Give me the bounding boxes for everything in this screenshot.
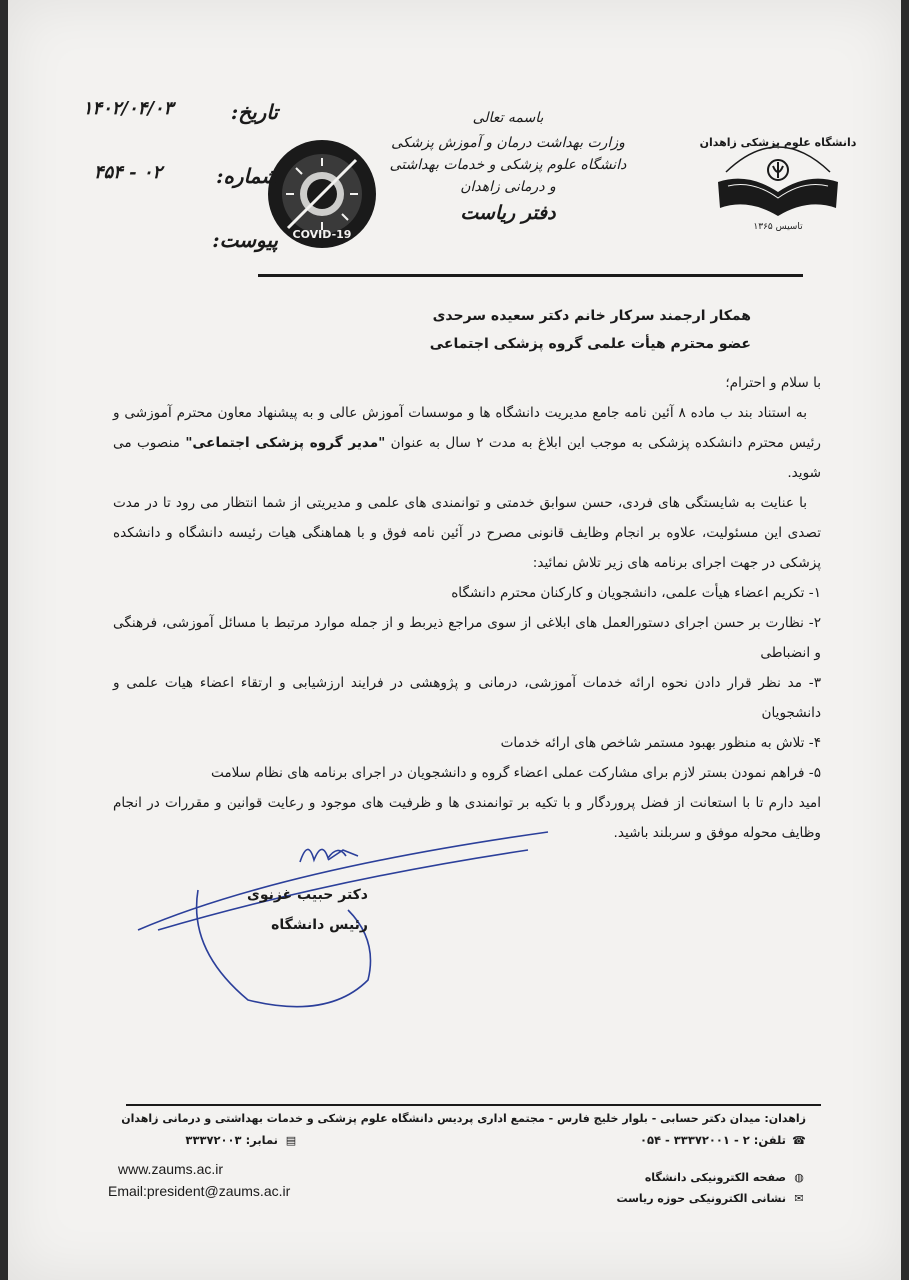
bismillah: باسمه تعالی (472, 110, 544, 126)
letterhead-mottos (388, 110, 628, 224)
svg-text:دانشگاه علوم پزشکی زاهدان: دانشگاه علوم پزشکی زاهدان (699, 136, 857, 149)
ministry-name: وزارت بهداشت درمان و آموزش پزشکی (391, 135, 625, 151)
footer-fax (98, 1133, 298, 1147)
recipient-block (101, 302, 751, 358)
globe-icon: ◍ (794, 1171, 804, 1184)
university-logo (699, 112, 857, 232)
mail-icon: ✉ (794, 1192, 804, 1205)
list-item: ۳- مد نظر قرار دادن نحوه ارائه خدمات آموزشی، درمانی و پژوهشی در فرایند ارزشیابی و ارتقاء اعضاء هیات علمی و دانشجویان (113, 675, 821, 721)
list-item: ۲- نظارت بر حسن اجرای دستورالعمل های ابلاغی از سوی مراجع ذیربط و از جمله موارد مرتبط با مسائل آموزشی، فرهنگی و انضباطی (113, 615, 821, 661)
list-item: ۴- تلاش به منظور بهبود مستمر شاخص های ارائه خدمات (500, 735, 821, 751)
paragraph-1 (113, 398, 821, 488)
website-link[interactable]: www.zaums.ac.ir (118, 1161, 224, 1177)
signer-block (238, 880, 368, 940)
recipient-line-1: همکار ارجمند سرکار خانم دکتر سعیده سرحدی (432, 308, 751, 324)
list-item: ۱- تکریم اعضاء هیأت علمی، دانشجویان و کارکنان محترم دانشگاه (451, 585, 821, 601)
footer-electronic (606, 1167, 806, 1209)
svg-text:تاسیس ۱۳۶۵: تاسیس ۱۳۶۵ (753, 222, 803, 232)
meta-values (63, 98, 193, 226)
phone-icon: ☎ (792, 1134, 806, 1147)
letter-body (113, 368, 821, 848)
recipient-line-2: عضو محترم هیأت علمی گروه پزشکی اجتماعی (429, 336, 751, 352)
covid-badge-text: COVID-19 (292, 228, 352, 241)
footer-phone (556, 1133, 806, 1147)
footer-address: زاهدان: میدان دکتر حسابی - بلوار خلیج فارس - مجتمع اداری پردیس دانشگاه علوم پزشکی و خدمات بهداشتی و درمانی زاهدان (121, 1112, 806, 1125)
covid-badge-icon (266, 138, 378, 250)
university-name: دانشگاه علوم پزشکی و خدمات بهداشتی و درمانی زاهدان (389, 157, 627, 195)
email-label: نشانی الکترونیکی حوزه ریاست (616, 1192, 786, 1205)
date-label: تاریخ: (230, 100, 278, 124)
web-label: صفحه الکترونیکی دانشگاه (644, 1171, 786, 1184)
paragraph-2: با عنایت به شایستگی های فردی، حسن سوابق خدمتی و توانمندی های علمی و مدیریتی از شما انتظار می رود تا در مدت تصدی این مسئولیت، علاوه بر انجام وظایف قانونی مصرح در آئین نامه فوق و با هماهنگی هیات رئیسه دانشگاه و دانشکده پزشکی در جهت اجرای برنامه های زیر تلاش نمائید: (113, 495, 821, 571)
letter-page (8, 0, 901, 1280)
phone-text: تلفن: ۲ - ۳۳۳۷۲۰۰۱ - ۰۵۴ (639, 1133, 786, 1147)
fax-text: نمابر: ۳۳۳۷۲۰۰۳ (185, 1133, 278, 1147)
attachment-label: پیوست: (212, 228, 278, 252)
paragraph-1-text: به استناد بند ب ماده ۸ آئین نامه جامع مدیریت دانشگاه ها و موسسات آموزش عالی و به پیشنهاد معاون محترم آموزشی و رئیس محترم دانشکده پزشکی به موجب این ابلاغ به مدت ۲ سال به عنوان (113, 405, 821, 451)
number-value: ۰۲ - ۴۵۴ (93, 162, 163, 183)
paragraph-1-end: منصوب می شوید. (113, 435, 821, 481)
footer-divider (126, 1104, 821, 1106)
header-divider (258, 274, 803, 277)
greeting: با سلام و احترام؛ (725, 375, 821, 391)
fax-icon: ▤ (285, 1134, 297, 1147)
office-name: دفتر ریاست (460, 202, 556, 224)
signer-title: رئیس دانشگاه (271, 917, 368, 933)
closing: امید دارم تا با استعانت از فضل پروردگار و با تکیه بر توانمندی ها و ظرفیت های موجود و رعایت قوانین و مقررات در انجام وظایف محوله موفق و سربلند باشید. (113, 795, 821, 841)
list-item: ۵- فراهم نمودن بستر لازم برای مشارکت عملی اعضاء گروه و دانشجویان در اجرای برنامه های نظام سلامت (211, 765, 821, 781)
signer-name: دکتر حبیب غزنوی (247, 887, 368, 903)
email-link[interactable]: Email:president@zaums.ac.ir (108, 1183, 291, 1199)
date-value: ۱۴۰۲/۰۴/۰۳ (82, 98, 174, 119)
number-label: شماره: (216, 164, 278, 188)
appointment-title: "مدیر گروه پزشکی اجتماعی" (185, 435, 386, 451)
meta-labels (198, 100, 278, 292)
